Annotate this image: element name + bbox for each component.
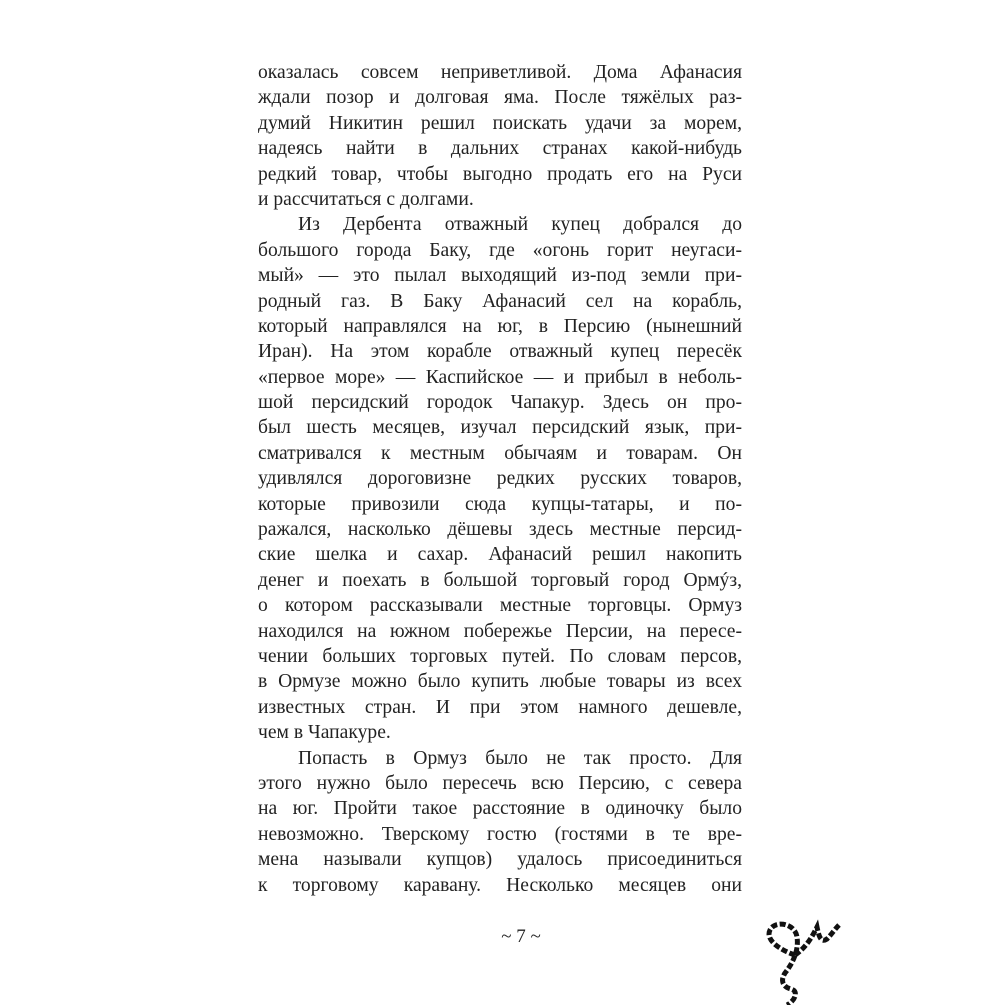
text-line: находился на южном побережье Персии, на пересе- <box>258 620 742 642</box>
text-line: большого города Баку, где «огонь горит неугаси- <box>258 239 742 261</box>
text-line: надеясь найти в дальних странах какой-нибудь <box>258 138 742 160</box>
text-line: к торговому каравану. Несколько месяцев они <box>258 874 742 896</box>
text-line: чении больших торговых путей. По словам персов, <box>258 645 742 667</box>
text-line: Попасть в Ормуз было не так просто. Для <box>298 747 742 769</box>
text-line: Иран). На этом корабле отважный купец пересёк <box>258 341 742 363</box>
body-text <box>258 60 742 898</box>
text-line: чем в Чапакуре. <box>258 722 391 744</box>
text-line: в Ормузе можно было купить любые товары из всех <box>258 671 742 693</box>
text-line: ражался, насколько дёшевы здесь местные персид- <box>258 519 742 541</box>
text-line: который направлялся на юг, в Персию (нынешний <box>258 315 742 337</box>
rope-ornament-icon <box>755 915 855 1005</box>
text-line: этого нужно было пересечь всю Персию, с севера <box>258 772 742 794</box>
text-line: которые привозили сюда купцы-татары, и по- <box>258 493 742 515</box>
text-line: известных стран. И при этом намного дешевле, <box>258 696 742 718</box>
text-line: и рассчитаться с долгами. <box>258 188 474 210</box>
page-number: ~ 7 ~ <box>501 926 541 947</box>
text-line: был шесть месяцев, изучал персидский язык, при- <box>258 417 742 439</box>
text-line: мена называли купцов) удалось присоединиться <box>258 849 742 871</box>
text-line: думий Никитин решил поискать удачи за морем, <box>258 112 742 134</box>
text-line: редкий товар, чтобы выгодно продать его на Руси <box>258 163 742 185</box>
text-line: оказалась совсем неприветливой. Дома Афанасия <box>258 62 742 83</box>
text-line: шой персидский городок Чапакур. Здесь он про- <box>258 392 742 414</box>
text-line: родный газ. В Баку Афанасий сел на корабль, <box>258 290 742 312</box>
text-line: сматривался к местным обычаям и товарам. Он <box>258 442 742 464</box>
text-line: удивлялся дороговизне редких русских товаров, <box>258 468 742 490</box>
text-line: мый» — это пылал выходящий из-под земли при- <box>258 265 742 287</box>
text-line: на юг. Пройти такое расстояние в одиночку было <box>258 798 742 820</box>
text-line: ждали позор и долговая яма. После тяжёлых раз- <box>258 87 742 109</box>
text-line: невозможно. Тверскому гостю (гостями в те вре- <box>258 823 742 845</box>
text-line: о котором рассказывали местные торговцы. Ормуз <box>258 595 742 617</box>
text-line: Из Дербента отважный купец добрался до <box>298 214 742 236</box>
text-line: ские шелка и сахар. Афанасий решил накопить <box>258 544 742 566</box>
text-line: денег и поехать в большой торговый город Ормýз, <box>258 569 742 591</box>
text-line: «первое море» — Каспийское — и прибыл в неболь- <box>258 366 742 388</box>
